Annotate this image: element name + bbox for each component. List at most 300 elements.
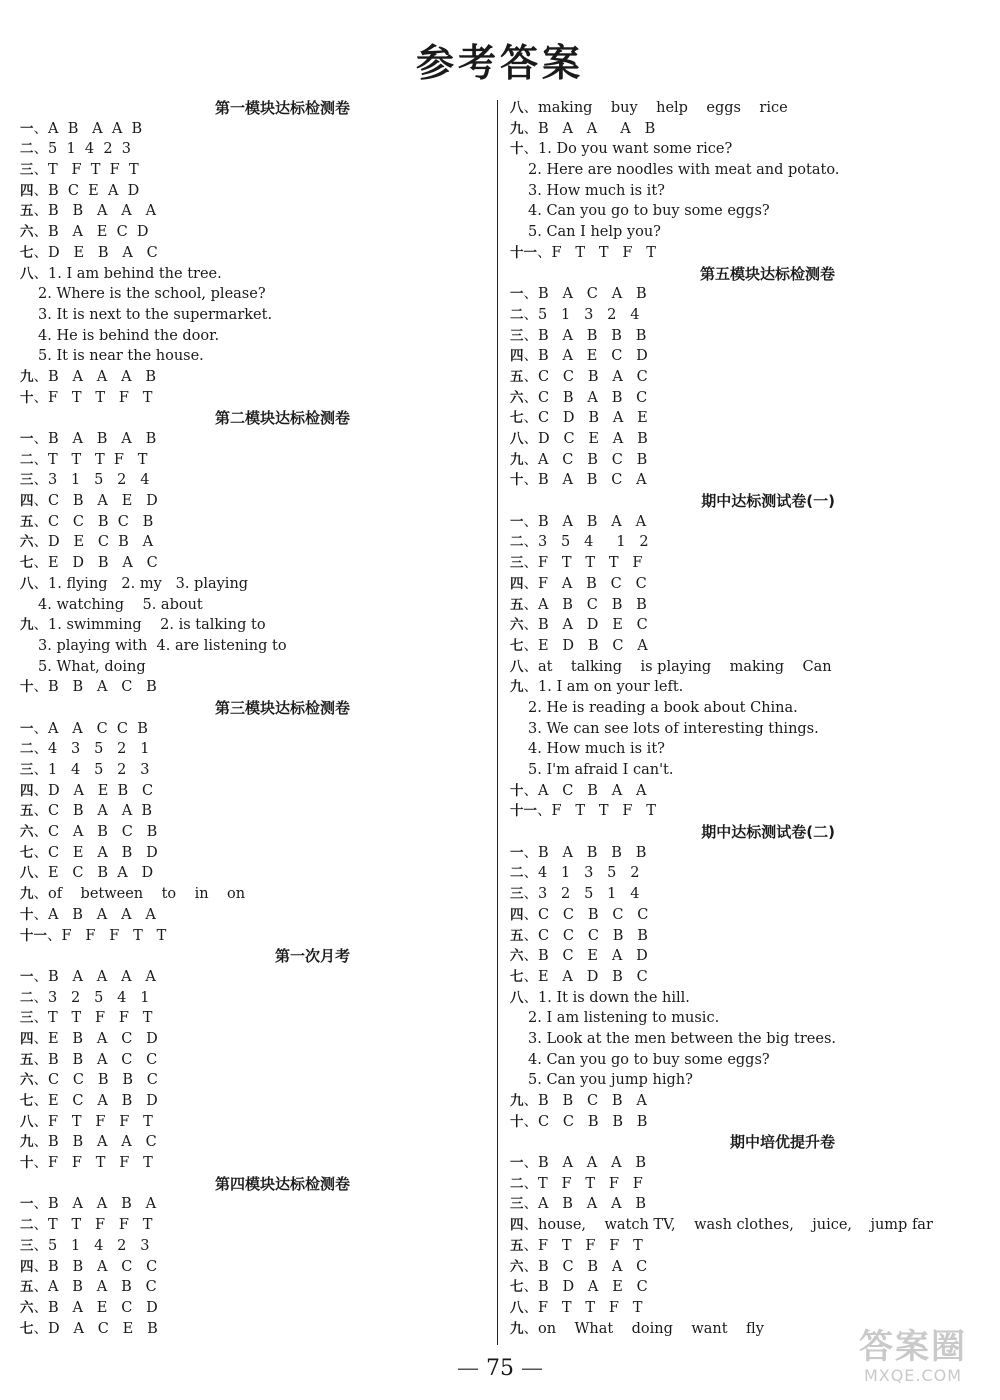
separator: 、 — [33, 451, 48, 468]
answer-text: 3 5 4 1 2 — [538, 534, 649, 551]
answer-text: E D B A C — [48, 555, 158, 572]
separator: 、 — [523, 389, 538, 406]
answer-line — [510, 1277, 985, 1298]
separator: 、 — [523, 306, 538, 323]
answer-line — [20, 429, 485, 450]
question-number: 三 — [510, 1196, 524, 1213]
answer-line — [510, 470, 985, 491]
separator: 、 — [523, 1320, 538, 1337]
separator: 、 — [33, 1196, 48, 1213]
section-heading: 第二模块达标检测卷 — [214, 409, 350, 428]
answer-line — [510, 988, 985, 1009]
answer-text: F F F T T — [61, 927, 167, 944]
question-number: 七 — [510, 968, 524, 985]
answer-line — [510, 1112, 985, 1133]
answer-line — [20, 967, 485, 988]
answer-text: 5 1 4 2 3 — [48, 141, 131, 158]
separator: 、 — [523, 368, 538, 385]
question-number: 一 — [510, 513, 524, 530]
answer-line — [20, 1153, 485, 1174]
answer-text: F T T F T — [48, 389, 153, 406]
question-number: 十 — [510, 472, 524, 489]
answer-line — [510, 905, 985, 926]
question-number: 七 — [510, 1279, 524, 1296]
answer-continuation-line: 3. Look at the men between the big trees. — [528, 1030, 836, 1047]
answer-text: 3 2 5 4 1 — [48, 989, 150, 1006]
answer-text: B B A C B — [48, 679, 157, 696]
answer-text: F T T F T — [538, 1299, 643, 1316]
question-number: 五 — [20, 513, 34, 530]
question-number: 四 — [510, 1217, 524, 1234]
answer-text: A B C B B — [538, 596, 647, 613]
question-number: 二 — [20, 1217, 34, 1234]
separator: 、 — [33, 617, 48, 634]
answer-line — [20, 512, 485, 533]
answer-text: 1. swimming 2. is talking to — [48, 617, 266, 634]
answer-text: B A B C A — [538, 472, 647, 489]
question-number: 三 — [510, 886, 524, 903]
section-heading: 期中达标测试卷(二) — [701, 823, 835, 842]
separator: 、 — [523, 327, 538, 344]
answer-line — [510, 781, 985, 802]
answer-line — [510, 1215, 985, 1236]
question-number: 四 — [510, 575, 524, 592]
separator: 、 — [33, 1072, 48, 1089]
answer-line — [20, 615, 485, 636]
page-title: 参考答案 — [415, 41, 584, 85]
question-number: 六 — [20, 224, 34, 241]
answer-continuation-line: 5. Can I help you? — [528, 224, 661, 241]
question-number: 一 — [510, 844, 524, 861]
separator: 、 — [33, 741, 48, 758]
answer-text: C B A E D — [48, 493, 158, 510]
question-number: 五 — [510, 368, 524, 385]
separator: 、 — [33, 493, 48, 510]
separator: 、 — [33, 203, 48, 220]
answer-text: F T T T F — [538, 555, 643, 572]
separator: 、 — [523, 1113, 538, 1130]
answer-text: A B A B C — [48, 1279, 157, 1296]
answer-line — [510, 119, 985, 140]
answer-text: 3 2 5 1 4 — [538, 886, 640, 903]
answer-line — [20, 1008, 485, 1029]
answer-line — [510, 450, 985, 471]
question-number: 四 — [20, 782, 34, 799]
answer-line — [510, 243, 985, 264]
answer-line — [20, 1132, 485, 1153]
question-number: 一 — [510, 1155, 524, 1172]
separator: 、 — [33, 1010, 48, 1027]
watermark-logo — [838, 1328, 988, 1390]
question-number: 二 — [20, 451, 34, 468]
answer-text: E C A B D — [48, 1093, 158, 1109]
answer-text: D E B A C — [48, 244, 158, 261]
answer-text: B A A A A — [48, 968, 156, 985]
answer-text: B B A C C — [48, 1051, 158, 1068]
separator: 、 — [523, 886, 538, 903]
page-number: — 75 — — [457, 1356, 543, 1381]
answer-text: C D B A E — [538, 410, 648, 427]
answer-line — [510, 636, 985, 657]
separator: 、 — [523, 1155, 538, 1172]
separator: 、 — [523, 431, 538, 447]
separator: 、 — [33, 824, 48, 841]
answer-line — [510, 408, 985, 429]
separator: 、 — [523, 348, 538, 365]
question-number: 九 — [510, 1093, 524, 1109]
answer-text: A B A A B — [538, 1196, 647, 1213]
answer-line — [510, 284, 985, 305]
answer-text: 1 4 5 2 3 — [48, 762, 150, 778]
answer-text: B A B B B — [538, 327, 647, 344]
question-number: 八 — [510, 989, 524, 1006]
answer-line — [20, 1029, 485, 1050]
question-number: 一 — [20, 431, 34, 447]
separator: 、 — [33, 1134, 48, 1151]
answer-continuation-line: 2. Here are noodles with meat and potato. — [528, 162, 840, 179]
answer-line — [510, 1174, 985, 1195]
section-heading: 第五模块达标检测卷 — [699, 264, 835, 283]
separator: 、 — [523, 1299, 538, 1316]
answer-line — [20, 926, 485, 947]
question-number: 十 — [20, 1155, 34, 1172]
page-number-value: 75 — [486, 1356, 514, 1381]
question-number: 十一 — [20, 927, 47, 944]
answer-text: B B A A C — [48, 1134, 157, 1151]
answer-line — [20, 532, 485, 553]
answer-text: F T T F T — [551, 244, 656, 261]
answer-line — [510, 801, 985, 822]
separator: 、 — [523, 141, 538, 158]
watermark-logo-text: 答案圈 — [859, 1327, 967, 1367]
separator: 、 — [523, 1175, 538, 1192]
question-number: 八 — [510, 658, 524, 675]
question-number: 一 — [20, 720, 34, 737]
answer-line — [20, 884, 485, 905]
answer-line — [510, 1153, 985, 1174]
answer-text: F T F F T — [538, 1237, 643, 1254]
answer-text: B A A A B — [538, 120, 656, 137]
question-number: 八 — [20, 575, 34, 592]
question-number: 三 — [20, 1010, 34, 1027]
separator: 、 — [523, 637, 538, 654]
question-number: 六 — [510, 617, 524, 634]
answer-text: A C B C B — [538, 451, 648, 468]
answer-continuation-line: 2. He is reading a book about China. — [528, 699, 798, 716]
separator: 、 — [523, 948, 538, 965]
separator: 、 — [33, 1217, 48, 1234]
answer-text: B A E C D — [48, 224, 149, 241]
answer-text: A B A A A — [48, 906, 156, 923]
answer-line — [510, 1091, 985, 1112]
answer-text: B B C B A — [538, 1093, 647, 1109]
section-heading: 期中达标测试卷(一) — [701, 492, 835, 511]
question-number: 七 — [20, 1320, 34, 1337]
separator: 、 — [523, 968, 538, 985]
question-number: 七 — [510, 637, 524, 654]
answer-text: F T T F T — [551, 803, 656, 820]
question-number: 九 — [20, 1134, 34, 1151]
separator: 、 — [33, 1258, 48, 1275]
answer-text: B A B A A — [538, 513, 647, 530]
answer-line — [20, 574, 485, 595]
answer-line — [510, 139, 985, 160]
answer-continuation-line: 4. How much is it? — [528, 741, 665, 758]
question-number: 九 — [20, 368, 34, 385]
answer-text: B C E A D — [48, 182, 140, 199]
separator: 、 — [33, 762, 48, 778]
answer-text: C B A B C — [538, 389, 648, 406]
separator: 、 — [523, 120, 538, 137]
separator: 、 — [33, 120, 48, 137]
answer-text: C A B C B — [48, 824, 158, 841]
answer-line — [20, 781, 485, 802]
answer-line — [20, 264, 485, 285]
question-number: 二 — [20, 141, 34, 158]
separator: 、 — [33, 1237, 48, 1254]
answer-text: C C B B C — [48, 1072, 158, 1089]
question-number: 三 — [20, 162, 34, 179]
answer-line — [510, 388, 985, 409]
separator: 、 — [523, 1258, 538, 1275]
separator: 、 — [33, 1279, 48, 1296]
separator: 、 — [33, 720, 48, 737]
question-number: 七 — [20, 244, 34, 261]
separator: 、 — [33, 141, 48, 158]
question-number: 二 — [20, 989, 34, 1006]
answer-line — [20, 139, 485, 160]
separator: 、 — [523, 617, 538, 634]
answer-line — [510, 532, 985, 553]
answer-text: 1. It is down the hill. — [538, 989, 690, 1006]
answer-text: 3 1 5 2 4 — [48, 472, 150, 489]
answer-line — [20, 1112, 485, 1133]
question-number: 十 — [510, 141, 524, 158]
separator: 、 — [523, 989, 538, 1006]
separator: 、 — [33, 431, 48, 447]
answer-text: C C B B B — [538, 1113, 648, 1130]
answer-line — [510, 595, 985, 616]
answer-line — [20, 1091, 485, 1112]
separator: 、 — [33, 1030, 48, 1047]
answer-continuation-line: 5. What, doing — [38, 658, 146, 675]
question-number: 一 — [20, 968, 34, 985]
answer-continuation-line: 3. We can see lots of interesting things. — [528, 720, 819, 737]
separator: 、 — [523, 410, 538, 427]
question-number: 十 — [510, 1113, 524, 1130]
separator: 、 — [523, 100, 538, 116]
separator: 、 — [33, 989, 48, 1006]
question-number: 四 — [20, 493, 34, 510]
answer-line — [20, 1236, 485, 1257]
answer-line — [20, 553, 485, 574]
answer-text: E A D B C — [538, 968, 648, 985]
answer-text: 5 1 4 2 3 — [48, 1237, 150, 1254]
answer-text: A B A A B — [48, 120, 143, 137]
answer-continuation-line: 5. It is near the house. — [38, 348, 204, 365]
question-number: 一 — [20, 1196, 34, 1213]
answer-text: T T F F T — [48, 1010, 153, 1027]
separator: 、 — [33, 368, 48, 385]
question-number: 四 — [20, 1258, 34, 1275]
question-number: 一 — [20, 120, 34, 137]
separator: 、 — [537, 244, 552, 261]
answer-line — [20, 988, 485, 1009]
answer-line — [20, 801, 485, 822]
answer-line — [20, 1319, 485, 1340]
answer-line — [20, 367, 485, 388]
answer-line — [20, 181, 485, 202]
answer-text: 1. flying 2. my 3. playing — [48, 575, 249, 592]
answer-line — [510, 367, 985, 388]
question-number: 八 — [20, 1113, 34, 1130]
answer-text: F F T F T — [48, 1155, 153, 1172]
answer-continuation-line: 2. Where is the school, please? — [38, 286, 266, 303]
section-heading: 第一模块达标检测卷 — [214, 99, 350, 117]
separator: 、 — [523, 575, 538, 592]
answer-text: 5 1 3 2 4 — [538, 306, 640, 323]
answer-line — [510, 946, 985, 967]
separator: 、 — [523, 1237, 538, 1254]
question-number: 五 — [20, 203, 34, 220]
question-number: 三 — [20, 762, 34, 778]
answer-text: D E C B A — [48, 534, 154, 551]
question-number: 六 — [20, 824, 34, 841]
answer-text: at talking is playing making Can — [538, 658, 832, 675]
question-number: 二 — [20, 741, 34, 758]
answer-text: C C B C B — [48, 513, 154, 530]
question-number: 二 — [510, 534, 524, 551]
answer-line — [510, 677, 985, 698]
answer-text: B A A B A — [48, 1196, 157, 1213]
answer-text: B D A E C — [538, 1279, 648, 1296]
answer-line — [510, 1236, 985, 1257]
separator: 、 — [523, 844, 538, 861]
answer-line — [510, 326, 985, 347]
question-number: 二 — [510, 306, 524, 323]
separator: 、 — [523, 451, 538, 468]
question-number: 六 — [20, 1299, 34, 1316]
answer-text: 1. I am on your left. — [538, 679, 684, 696]
separator: 、 — [523, 472, 538, 489]
answer-line — [510, 1298, 985, 1319]
question-number: 九 — [20, 886, 34, 903]
separator: 、 — [523, 865, 538, 882]
answer-line — [510, 1257, 985, 1278]
answer-text: B A A A B — [538, 1155, 647, 1172]
answer-line — [510, 429, 985, 450]
question-number: 三 — [20, 472, 34, 489]
separator: 、 — [33, 1051, 48, 1068]
answer-line — [20, 843, 485, 864]
separator: 、 — [33, 865, 48, 882]
question-number: 三 — [510, 327, 524, 344]
question-number: 九 — [510, 1320, 524, 1337]
separator: 、 — [47, 927, 62, 944]
question-number: 十 — [20, 389, 34, 406]
answer-line — [510, 843, 985, 864]
answer-line — [20, 719, 485, 740]
answer-text: T F T F T — [48, 162, 139, 179]
answer-line — [510, 574, 985, 595]
question-number: 六 — [20, 1072, 34, 1089]
answer-line — [20, 1298, 485, 1319]
question-number: 二 — [510, 1175, 524, 1192]
answer-text: F A B C C — [538, 575, 647, 592]
separator: 、 — [523, 1217, 538, 1234]
question-number: 五 — [510, 927, 524, 944]
separator: 、 — [33, 513, 48, 530]
separator: 、 — [523, 596, 538, 613]
question-number: 一 — [510, 286, 524, 303]
question-number: 五 — [510, 596, 524, 613]
column-divider — [497, 100, 498, 1345]
answer-line — [20, 119, 485, 140]
separator: 、 — [33, 844, 48, 861]
watermark-url: MXQE.COM — [863, 1366, 963, 1385]
answer-line — [20, 388, 485, 409]
answer-text: A A C C B — [48, 720, 148, 737]
separator: 、 — [523, 658, 538, 675]
question-number: 五 — [20, 803, 34, 820]
answer-continuation-line: 4. watching 5. about — [38, 596, 203, 613]
question-number: 九 — [20, 617, 34, 634]
separator: 、 — [33, 886, 48, 903]
question-number: 八 — [510, 431, 524, 447]
separator: 、 — [33, 224, 48, 241]
separator: 、 — [33, 265, 48, 282]
answer-line — [20, 822, 485, 843]
separator: 、 — [33, 1093, 48, 1109]
answer-text: B A E C D — [538, 348, 648, 365]
answer-text: E D B C A — [538, 637, 648, 654]
answer-text: C C B C C — [538, 906, 649, 923]
answer-text: D A E B C — [48, 782, 154, 799]
separator: 、 — [523, 1196, 538, 1213]
answer-line — [20, 863, 485, 884]
answer-line — [510, 884, 985, 905]
answer-text: making buy help eggs rice — [538, 100, 788, 116]
separator: 、 — [33, 679, 48, 696]
answer-text: B A E C D — [48, 1299, 158, 1316]
answer-line — [20, 201, 485, 222]
answer-continuation-line: 5. Can you jump high? — [528, 1072, 693, 1089]
question-number: 五 — [20, 1051, 34, 1068]
question-number: 八 — [20, 865, 34, 882]
separator: 、 — [523, 513, 538, 530]
question-number: 四 — [20, 182, 34, 199]
answer-text: C B A A B — [48, 803, 153, 820]
answer-line — [20, 160, 485, 181]
answer-line — [20, 1070, 485, 1091]
answer-text: on What doing want fly — [538, 1320, 764, 1337]
separator: 、 — [523, 782, 538, 799]
section-heading: 第一次月考 — [274, 947, 350, 966]
answer-continuation-line: 5. I'm afraid I can't. — [528, 762, 674, 778]
separator: 、 — [33, 534, 48, 551]
separator: 、 — [33, 244, 48, 261]
separator: 、 — [33, 575, 48, 592]
answer-text: of between to in on — [48, 886, 246, 903]
question-number: 四 — [510, 348, 524, 365]
answer-line — [20, 222, 485, 243]
separator: 、 — [33, 555, 48, 572]
question-number: 七 — [510, 410, 524, 427]
answer-text: B A C A B — [538, 286, 647, 303]
answer-line — [20, 1050, 485, 1071]
answer-text: F T F F T — [48, 1113, 153, 1130]
question-number: 六 — [510, 1258, 524, 1275]
